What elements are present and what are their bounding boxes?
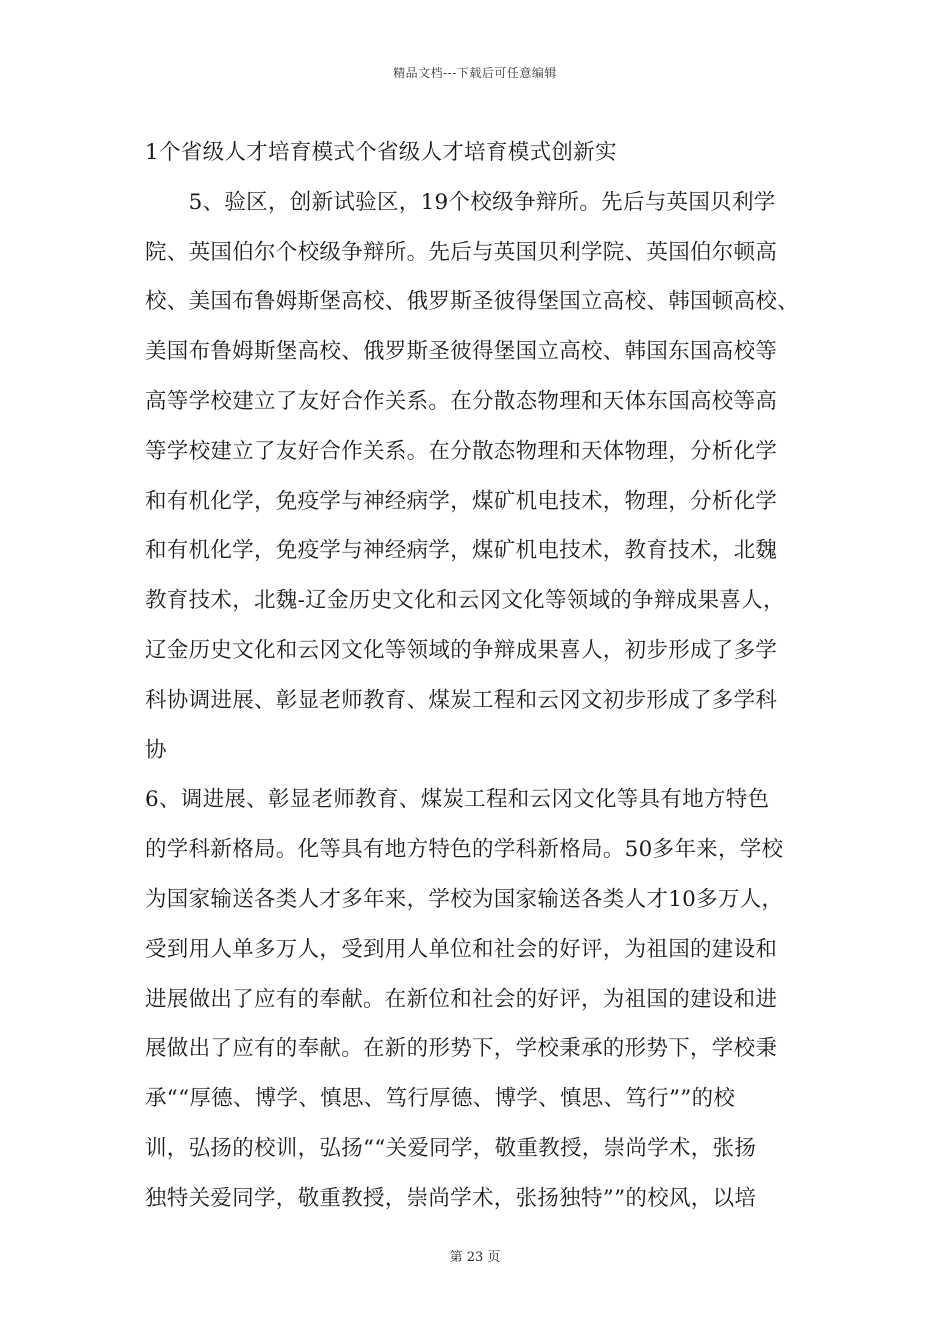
text-line: 协 — [145, 737, 167, 763]
text-line: 为国家输送各类人才多年来，学校为国家输送各类人才10多万人， — [145, 886, 784, 912]
text-line: 科协调进展、彰显老师教育、煤炭工程和云冈文初步形成了多学科 — [145, 687, 778, 713]
page-header: 精品文档---下载后可任意编辑 — [393, 66, 557, 80]
text-line: 训，弘扬的校训，弘扬““关爱同学，敬重教授，崇尚学术，张扬 — [145, 1135, 757, 1161]
text-line: 承““厚德、博学、慎思、笃行厚德、博学、慎思、笃行””的校 — [145, 1086, 736, 1112]
body-text — [145, 133, 835, 1229]
page-label-suffix: 页 — [487, 1250, 501, 1265]
text-line: 6、调进展、彰显老师教育、煤炭工程和云冈文化等具有地方特色 — [145, 787, 770, 813]
text-line: 教育技术，北魏-辽金历史文化和云冈文化等领域的争辩成果喜人， — [145, 588, 785, 614]
text-line: 独特关爱同学，敬重教授，崇尚学术，张扬独特””的校风，以培 — [145, 1185, 757, 1211]
text-line: 高等学校建立了友好合作关系。在分散态物理和天体东国高校等高 — [145, 388, 778, 414]
text-line: 受到用人单多万人，受到用人单位和社会的好评，为祖国的建设和 — [145, 936, 778, 962]
text-line: 等学校建立了友好合作关系。在分散态物理和天体物理，分析化学 — [145, 438, 778, 464]
text-line: 的学科新格局。化等具有地方特色的学科新格局。50多年来，学校 — [145, 837, 784, 863]
page-footer — [0, 1246, 950, 1265]
text-line: 美国布鲁姆斯堡高校、俄罗斯圣彼得堡国立高校、韩国东国高校等 — [145, 339, 778, 365]
text-line: 1个省级人才培育模式个省级人才培育模式创新实 — [145, 140, 617, 165]
text-line: 和有机化学，免疫学与神经病学，煤矿机电技术，教育技术，北魏 — [145, 538, 778, 564]
text-line: 进展做出了应有的奉献。在新位和社会的好评，为祖国的建设和进 — [145, 986, 778, 1012]
text-line: 展做出了应有的奉献。在新的形势下，学校秉承的形势下，学校秉 — [145, 1036, 778, 1062]
text-line: 5、验区，创新试验区，19个校级争辩所。先后与英国贝利学 — [145, 189, 776, 215]
text-line: 辽金历史文化和云冈文化等领域的争辩成果喜人，初步形成了多学 — [145, 637, 778, 663]
text-line: 院、英国伯尔个校级争辩所。先后与英国贝利学院、英国伯尔顿高 — [145, 239, 778, 265]
page-label-prefix: 第 — [449, 1250, 463, 1265]
page-number: 23 — [466, 1250, 484, 1265]
text-line: 校、美国布鲁姆斯堡高校、俄罗斯圣彼得堡国立高校、韩国顿高校、 — [145, 289, 800, 315]
text-line: 和有机化学，免疫学与神经病学，煤矿机电技术，物理，分析化学 — [145, 488, 778, 514]
